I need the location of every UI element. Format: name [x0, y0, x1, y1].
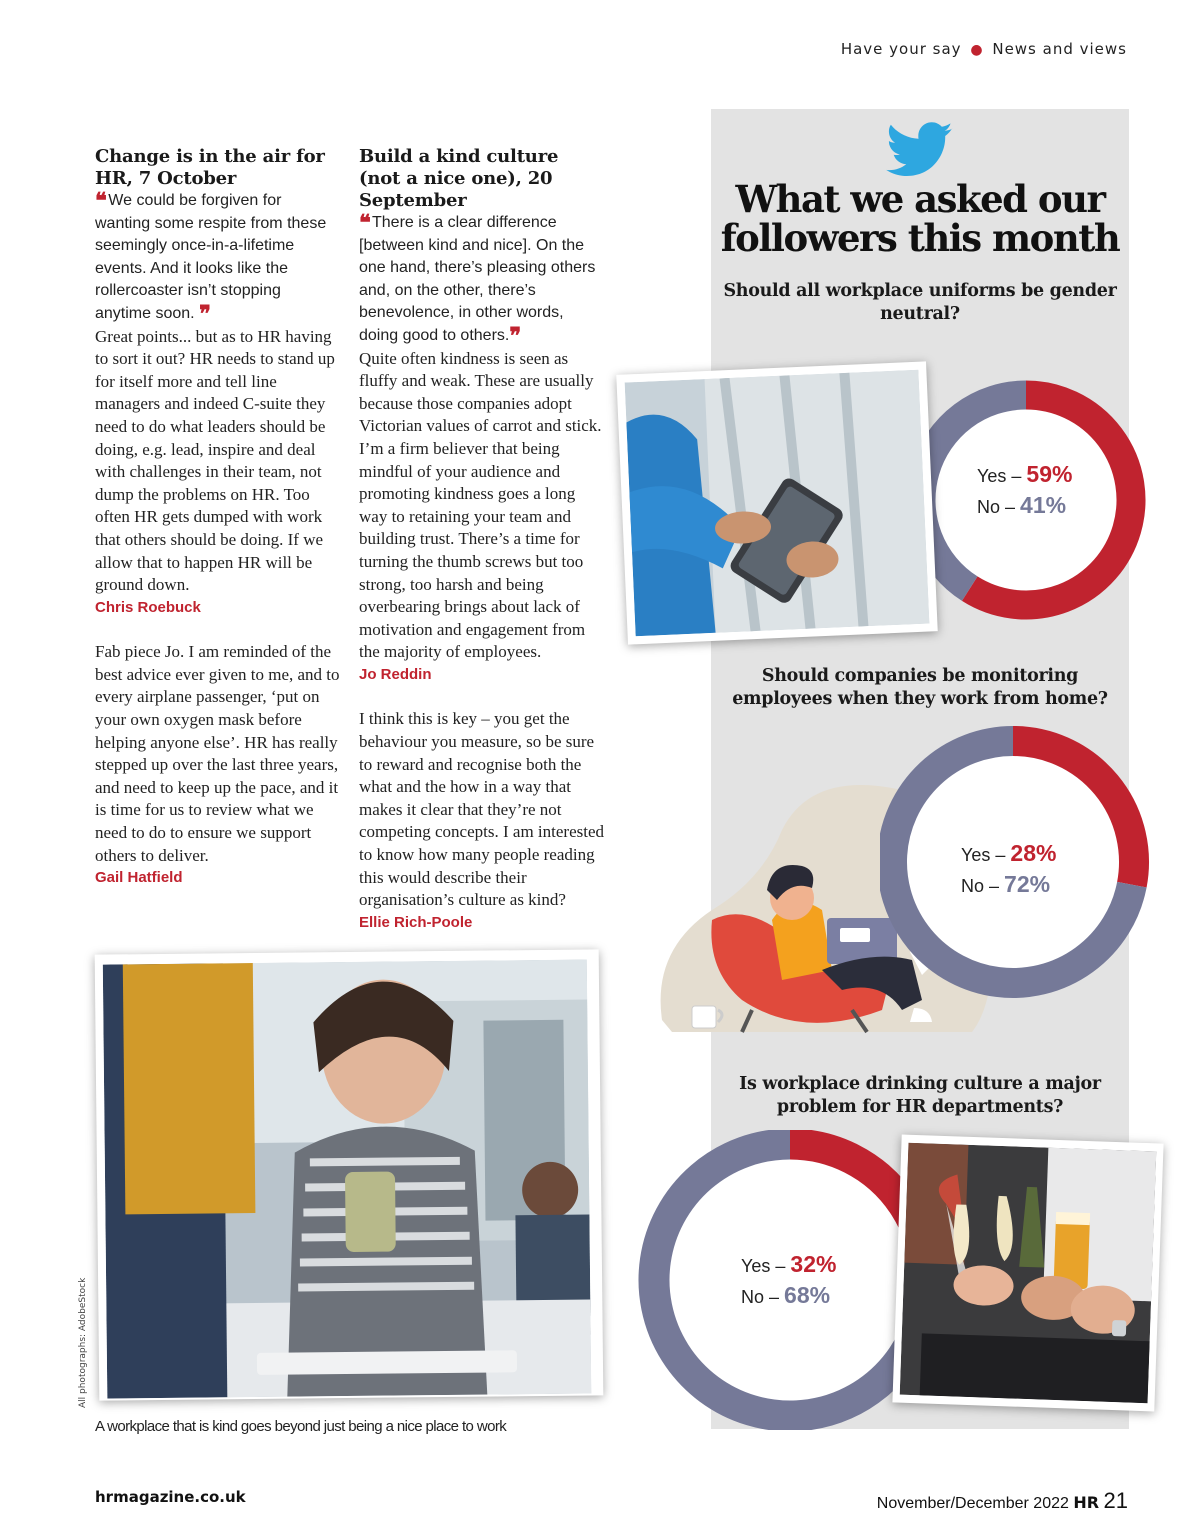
reader-comment: Great points... but as to HR having to sort it out? HR needs to stand up for itself more and tell line managers and indeed C-suite they need to do what leaders should be doing, e.g. lead, inspire and deal with challenges in their team, not dump the problems on HR. Too often HR gets dumped with work that others should be doing. If we allow that to happen HR will be ground down.: [95, 326, 335, 595]
article-quote: [95, 190, 340, 326]
quote-text: We could be forgiven for wanting some respite from these seemingly once-in-a-lifetime events. And it looks like the rollercoaster isn’t stopping anytime soon.: [95, 192, 327, 322]
issue-date: November/December 2022: [876, 1495, 1069, 1512]
comment-column-1: [95, 146, 340, 890]
open-quote-icon: ❝: [95, 188, 104, 214]
comment-author: Chris Roebuck: [95, 598, 201, 616]
footer-website: hrmagazine.co.uk: [95, 1488, 246, 1506]
open-quote-icon: ❝: [359, 210, 368, 236]
comment-author: Jo Reddin: [359, 665, 432, 683]
poll-question: Is workplace drinking culture a major problem for HR departments?: [739, 1074, 1101, 1117]
office-photo: [95, 949, 604, 1400]
quote-text: There is a clear difference [between kind and nice]. On the one hand, there’s pleasing others and, on the other, there’s benevolence, in other words, doing good to others.: [359, 214, 596, 344]
footer-issue: [877, 1488, 1128, 1514]
panel-title-line: followers this month: [720, 216, 1120, 260]
magazine-name: HR: [1073, 1493, 1100, 1512]
tablet-warehouse-photo: [616, 361, 937, 644]
no-label: No –: [741, 1287, 780, 1307]
article-headline: Build a kind culture (not a nice one), 20 September: [359, 146, 559, 211]
no-label: No –: [977, 497, 1016, 517]
section-breadcrumb: [841, 40, 1127, 58]
section-label: Have your say: [840, 40, 962, 58]
bullet-dot-icon: ●: [970, 42, 984, 58]
panel-title-line: What we asked our: [735, 177, 1105, 221]
comment-author: Gail Hatfield: [95, 869, 183, 887]
yes-label: Yes –: [977, 466, 1022, 486]
poll-result: [741, 1250, 836, 1312]
article-quote: [359, 212, 604, 348]
poll-question: Should all workplace uniforms be gender neutral?: [723, 281, 1117, 324]
comment-author: Ellie Rich-Poole: [359, 913, 473, 931]
reader-comment: Quite often kindness is seen as fluffy and weak. These are usually because those companies adopt Victorian values of carrot and stick. I’m a firm believer that being mindful of your audience and promoting kindness goes a long way to retaining your team and building trust. There’s a time for turning the thumb screws but too strong, too harsh and being overbearing brings about lack of motivation and engagement from the majority of employees.: [359, 348, 602, 662]
yes-percentage: 32%: [790, 1251, 837, 1277]
close-quote-icon: ❞: [509, 322, 519, 349]
no-percentage: 72%: [1004, 871, 1051, 897]
poll-result: [961, 839, 1056, 901]
page-number: 21: [1103, 1488, 1128, 1513]
yes-percentage: 59%: [1026, 461, 1073, 487]
reader-comment: Fab piece Jo. I am reminded of the best advice ever given to me, and to every airplane passenger, ‘put on your own oxygen mask before helping anyone else’. HR has really stepped up over the last three years, and need to keep up the pace, and it is time for us to review what we need to do to ensure we support others to deliver.: [95, 642, 340, 865]
yes-percentage: 28%: [1010, 840, 1057, 866]
yes-label: Yes –: [741, 1256, 786, 1276]
twitter-bird-icon: [886, 122, 954, 182]
no-percentage: 41%: [1020, 492, 1067, 518]
close-quote-icon: ❞: [199, 300, 208, 327]
drinks-toast-photo: [892, 1135, 1163, 1412]
article-headline: Change is in the air for HR, 7 October: [95, 146, 325, 189]
photo-credit: All photographs: AdobeStock: [78, 1277, 88, 1408]
photo-caption: A workplace that is kind goes beyond just being a nice place to work: [95, 1418, 507, 1435]
no-percentage: 68%: [784, 1282, 831, 1308]
poll-result: [977, 460, 1072, 522]
panel-title: [711, 177, 1129, 260]
yes-label: Yes –: [961, 845, 1006, 865]
subsection-label: News and views: [992, 40, 1127, 58]
reader-comment: I think this is key – you get the behaviour you measure, so be sure to reward and recognise both the what and the how in a way that makes it clear that they’re not competing concepts. I am interested to know how many people reading this would describe their organisation’s culture as kind?: [359, 709, 604, 910]
poll-question: Should companies be monitoring employees when they work from home?: [732, 666, 1108, 709]
comment-column-2: [359, 146, 604, 934]
no-label: No –: [961, 876, 1000, 896]
